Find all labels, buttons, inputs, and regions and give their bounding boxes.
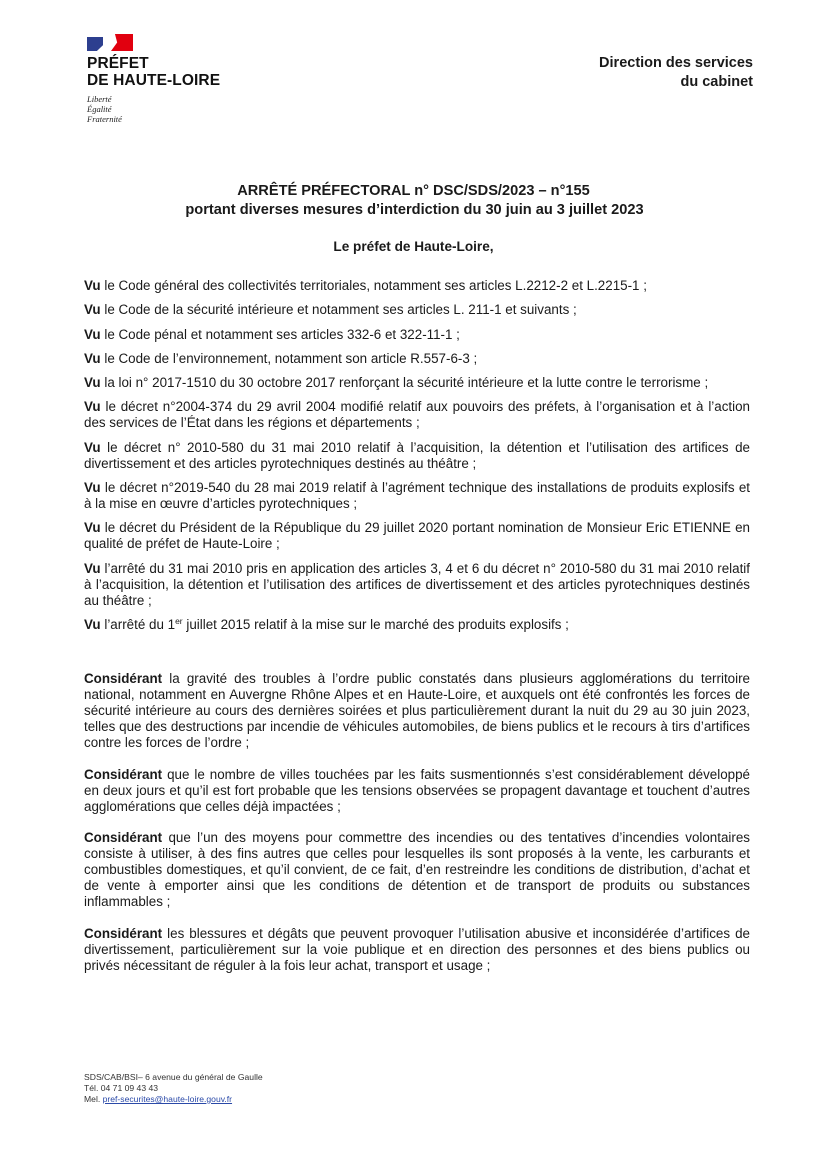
visa-text: le décret n°2004-374 du 29 avril 2004 modifié relatif aux pouvoirs des préfets, à l’organisation et à l’action des services de l’État dans les régions et départements ; [84,399,750,431]
visa-text: le décret n°2019-540 du 28 mai 2019 relatif à l’agrément technique des installations de produits explosifs et à la mise en œuvre d’articles pyrotechniques ; [84,480,750,512]
logo-department-line: DE HAUTE-LOIRE [87,72,221,89]
considerant-keyword: Considérant [84,766,163,782]
direction-line-2: du cabinet [680,74,753,90]
prefecture-logo [87,34,257,124]
visa-keyword: Vu [84,302,101,318]
footer-phone: Tél. 04 71 09 43 43 [84,1083,159,1093]
motto-liberte: Liberté [87,94,112,104]
considerant-paragraph [84,671,750,751]
considerant-text: les blessures et dégâts que peuvent provoquer l’utilisation abusive et inconsidérée d’artifices de divertissement, particulièrement sur la voie publique et en direction des personnes et des biens publics ou privés nécessitant de réguler à la fois leur achat, transport et usage ; [84,925,750,973]
visa-keyword: Vu [84,616,101,632]
prefet-heading: Le préfet de Haute-Loire, [333,239,494,254]
decree-subject: portant diverses mesures d’interdiction du 30 juin au 3 juillet 2023 [185,202,644,218]
direction-line-1: Direction des services [599,55,753,71]
visa-text: le Code général des collectivités territoriales, notamment ses articles L.2212-2 et L.2215-1 ; [100,278,647,293]
visa-paragraph [84,440,750,472]
visa-text: le Code de la sécurité intérieure et notamment ses articles L. 211-1 et suivants ; [100,302,577,318]
section-spacer [84,641,750,671]
considerant-keyword: Considérant [84,925,163,941]
visa-paragraph [84,278,750,294]
visa-paragraph [84,520,750,552]
visa-text: l’arrêté du 1 [100,616,176,632]
considerant-keyword: Considérant [84,671,163,687]
visa-text: le Code pénal et notamment ses articles 332-6 et 322-11-1 ; [100,326,460,342]
visa-keyword: Vu [84,399,101,415]
visa-paragraph [84,375,750,391]
considerant-paragraph [84,926,750,974]
issuing-direction [599,54,753,92]
visa-keyword: Vu [84,480,101,496]
considerant-text: que le nombre de villes touchées par les faits susmentionnés s’est considérablement développé en deux jours et qu’il est fort probable que les tensions observées se propagent davantage et touchent d’autres agglomérations que celles déjà impactées ; [84,766,750,814]
visa-keyword: Vu [84,278,101,293]
visa-paragraph [84,302,750,318]
logo-prefet-line: PRÉFET [87,55,149,72]
visa-paragraph [84,480,750,512]
visa-text: l’arrêté du 31 mai 2010 pris en application des articles 3, 4 et 6 du décret n° 2010-580 du 31 mai 2010 relatif à l’acquisition, la détention et l’utilisation des artifices de divertissement et des articles pyrotechniques destinés au théâtre ; [84,560,750,608]
visa-text: le décret du Président de la République du 29 juillet 2020 portant nomination de Monsieur Eric ETIENNE en qualité de préfet de Haute-Loire ; [84,520,750,552]
visa-keyword: Vu [84,375,101,391]
considerant-paragraph [84,830,750,910]
visa-paragraph [84,351,750,367]
considerant-paragraph [84,767,750,815]
visa-paragraph [84,327,750,343]
ordinal-superscript: er [175,615,183,626]
decree-body [84,278,750,989]
motto-fraternite: Fraternité [87,114,122,124]
motto-egalite: Égalité [87,104,112,114]
decree-title [0,182,827,220]
visa-keyword: Vu [84,560,101,576]
visa-text: la loi n° 2017-1510 du 30 octobre 2017 renforçant la sécurité intérieure et la lutte contre le terrorisme ; [100,375,709,391]
visa-text: le décret n° 2010-580 du 31 mai 2010 relatif à l’acquisition, la détention et l’utilisation des artifices de divertissement et des articles pyrotechniques destinés au théâtre ; [84,439,750,471]
republic-motto [87,94,257,124]
visa-text: le Code de l’environnement, notamment son article R.557-6-3 ; [100,350,478,366]
considerant-text: la gravité des troubles à l’ordre public constatés dans plusieurs agglomérations du territoire national, notamment en Auvergne Rhône Alpes et en Haute-Loire, et auxquels ont été confrontés les forces de sécurité intérieure au cours des dernières soirées et plus particulièrement durant la nuit du 29 au 30 juin 2023, telles que des destructions par incendie de véhicules automobiles, de biens publics et le recours à tirs d’artifices contre les forces de l’ordre ; [84,671,750,751]
visa-keyword: Vu [84,439,101,455]
visa-keyword: Vu [84,350,101,366]
decree-number: ARRÊTÉ PRÉFECTORAL n° DSC/SDS/2023 – n°155 [237,183,590,199]
considerant-keyword: Considérant [84,830,163,846]
visa-paragraph [84,399,750,431]
footer-address: SDS/CAB/BSI– 6 avenue du général de Gaulle [84,1072,263,1082]
visa-text: juillet 2015 relatif à la mise sur le marché des produits explosifs ; [182,616,569,632]
footer-email-link[interactable]: pref-securites@haute-loire.gouv.fr [102,1094,233,1104]
visa-keyword: Vu [84,326,101,342]
considerant-text: que l’un des moyens pour commettre des incendies ou des tentatives d’incendies volontaires consiste à utiliser, à des fins autres que celles pour lesquelles ils sont proposés à la vente, les carburants et combustibles domestiques, et qu’il convient, de ce fait, d’en restreindre les conditions de distribution, d’achat et de vente à emporter ainsi que les conditions de détention et de transport de produits ou substances inflammables ; [84,830,750,910]
marianne-flag-icon [87,34,133,51]
visa-paragraph [84,561,750,609]
visa-paragraph [84,617,750,633]
footer-email-label: Mel. [84,1094,103,1104]
footer-email-line [84,1094,263,1105]
visa-keyword: Vu [84,520,101,536]
contact-footer [84,1072,263,1105]
